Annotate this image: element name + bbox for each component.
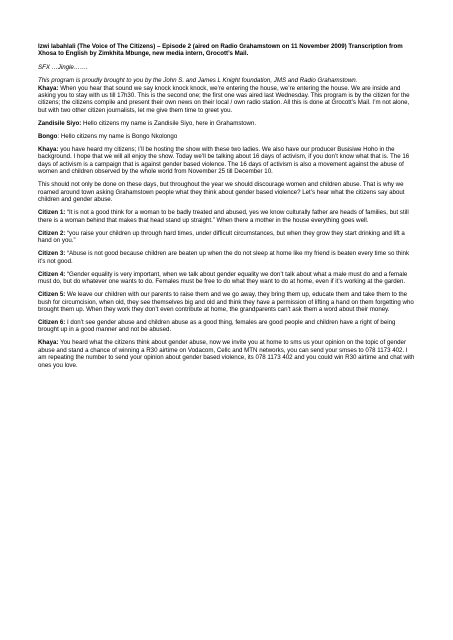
- speaker-label: Zandisile Siyo:: [38, 119, 82, 127]
- speech-text: When you hear that sound we say knock knock knock, we’re entering the house, we’re entering the house. We are inside and asking you to stay with us till 17h30. This is the second one; the first one was aired last Wednesday. This program is by the citizen for the citizens; the citizens compile and present their own news on their local / own radio station. All this is done at Grocott’s Mail. I’m not alone, but with two other citizen journalists, let me give them time to greet you.: [38, 84, 410, 114]
- speaker-label: Citizen 5:: [38, 291, 66, 299]
- speaker-label: Citizen 3:: [38, 250, 66, 258]
- transcript-paragraph: [38, 230, 415, 245]
- transcript-paragraph: [38, 146, 415, 176]
- transcript-paragraph: [38, 291, 415, 313]
- speaker-label: Bongo: [38, 132, 58, 140]
- speech-text: “It is not a good think for a woman to be badly treated and abused, yes we know culturally father are heads of families, but still there is a woman behind that makes that head stand up straight.” When there a mother in the house everything goes well.: [38, 209, 409, 224]
- transcript-paragraph: [38, 209, 415, 224]
- transcript-paragraph: [38, 133, 415, 140]
- sfx-line: SFX …Jingle…….: [38, 64, 88, 72]
- speech-text: “you raise your children up through hard times, under difficult circumstances, but when they grow they start drinking and lift a hand on you.”: [38, 229, 405, 245]
- speech-text: “Abuse is not good because children are beaten up when the do not sleep at home like my friend is beaten every time so think it’s not good.: [38, 250, 410, 265]
- speech-text: : Hello citizens my name is Bongo Nkolongo: [57, 132, 178, 140]
- speaker-label: Citizen 1:: [38, 209, 66, 217]
- transcript-paragraph: [38, 319, 415, 334]
- speaker-label: Citizen 4:: [38, 270, 66, 278]
- speaker-label: Khaya:: [38, 145, 59, 153]
- speech-text: “Gender equality is very important, when we talk about gender equality we don’t talk about what a male must do and a female must do, but do whatever one wants to do. Females must be free to do what they want to do at home, even if it’s working at the garden.: [38, 270, 408, 286]
- transcript-paragraph: [38, 120, 415, 127]
- speech-text: This should not only be done on these days, but throughout the year we should discourage women and children abuse. That is why we roamed around town asking Grahamstown people what they think about gender based violence? Let’s hear what the citizens say about children and gender abuse.: [38, 181, 405, 204]
- speech-text: I don’t see gender abuse and children abuse as a good thing, females are good people and children have a right of being brought up in a good manner and not be abused.: [38, 318, 396, 334]
- document-title: Izwi labahlali (The Voice of The Citizens) – Episode 2 (aired on Radio Grahamstown on 11 November 2009) Transcription from Xhosa to English by Zimkhita Mbunge, new media intern, Grocott’s Mail.: [38, 43, 403, 58]
- speaker-label: Khaya:: [38, 84, 59, 92]
- speaker-label: Khaya:: [38, 339, 59, 347]
- speech-text: We leave our children with our parents to raise them and we go away, they bring them up, educate them and take them to the bush for circumcision, when old, they see themselves big and old and think they have a permission of lifting a hand on them forgetting who brought them up. When they work they don’t even contribute at home, the grandparents can’t ask them a word about their money.: [38, 291, 414, 313]
- transcript-paragraph: [38, 271, 415, 286]
- transcript-paragraph: [38, 339, 415, 369]
- transcript-paragraph: [38, 85, 415, 115]
- transcript-paragraph: [38, 250, 415, 265]
- speaker-label: Citizen 2:: [38, 229, 66, 237]
- speaker-label: Citizen 6:: [38, 318, 66, 326]
- speech-text: Hello citizens my name is Zandisile Siyo, here in Grahamstown.: [81, 119, 257, 127]
- sponsor-intro: This program is proudly brought to you by the John S. and James L Knight foundation, JMS and Radio Grahamstown.: [38, 77, 358, 85]
- speech-text: You heard what the citizens think about gender abuse, now we invite you at home to sms us your opinion on the topic of gender abuse and stand a chance of winning a R30 airtime on Vodacom, Cellc and MTN networks, you can send your smses to 078 1173 402. I am repeating the number to send your opinion about gender based violence, its 078 1173 402 and you could win R30 airtime and chat with ones you love.: [38, 339, 415, 369]
- transcript-paragraph: [38, 181, 415, 203]
- speech-text: you have heard my citizens; I’ll be hosting the show with these two ladies. We also have our producer Busisiwe Hoho in the background. I hope that we will all enjoy the show. Today we’ll be talking about 16 days of activism, if you don’t know what that is. The 16 days of activism is a campaign that is against gender based violence. The 16 days of activism is also a movement against the abuse of women and children observed by the whole world from November 25 till December 10.: [38, 145, 410, 176]
